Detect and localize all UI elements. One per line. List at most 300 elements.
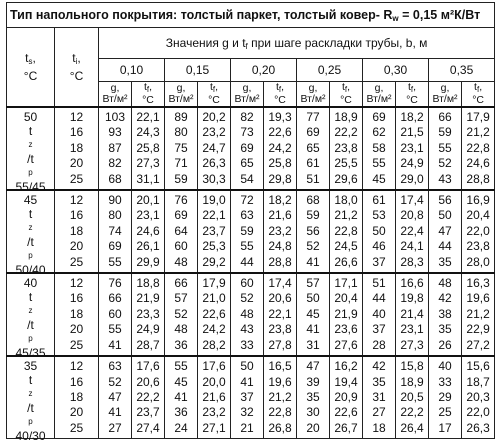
group-row	[7, 356, 495, 439]
ti-value: 16	[69, 291, 84, 306]
tf-value: 22,8	[466, 140, 490, 155]
tf-value: 23,3	[136, 306, 160, 321]
tf-value: 27,3	[400, 337, 424, 352]
unit-t-comma: ,	[281, 81, 285, 93]
g-value: 42	[372, 359, 386, 374]
g-value: 40	[372, 306, 386, 321]
tf-column	[462, 273, 495, 356]
g-value: 50	[438, 208, 452, 223]
g-value: 20	[306, 420, 320, 435]
document	[6, 2, 494, 444]
ts-value: 45	[23, 193, 38, 208]
unit-t-sub: f	[278, 85, 282, 94]
g-value: 66	[108, 291, 122, 306]
g-value: 77	[306, 110, 320, 124]
ti-value: 12	[69, 193, 84, 208]
g-value: 55	[108, 322, 122, 337]
g-value: 50	[306, 291, 320, 306]
tf-value: 28,2	[202, 337, 226, 352]
group-supply-temp	[7, 107, 55, 194]
tf-value: 22,2	[334, 125, 358, 140]
g-value: 27	[372, 405, 386, 420]
pitch-header: 0,15	[165, 59, 231, 82]
g-value: 48	[174, 254, 188, 269]
g-column	[363, 190, 396, 273]
g-column	[297, 273, 330, 356]
tf-value: 24,9	[136, 322, 160, 337]
g-value: 35	[438, 254, 452, 269]
tf-value: 22,1	[202, 208, 226, 223]
g-value: 65	[240, 156, 254, 171]
tf-value: 23,1	[400, 322, 424, 337]
g-value: 55	[438, 140, 452, 155]
g-column	[165, 107, 198, 190]
g-value: 61	[306, 156, 320, 171]
unit-t-sub: f	[344, 85, 348, 94]
tf-value: 29,0	[400, 171, 424, 186]
g-value: 41	[306, 322, 320, 337]
unit-t-sub: f	[146, 85, 150, 94]
tf-value: 19,6	[466, 291, 490, 306]
g-value: 43	[240, 322, 254, 337]
g-value: 59	[306, 208, 320, 223]
g-value: 24	[174, 420, 188, 435]
g-value: 48	[174, 322, 188, 337]
tf-value: 23,8	[268, 322, 292, 337]
g-column	[231, 273, 264, 356]
group-row	[7, 190, 495, 273]
pitch-header: 0,10	[99, 59, 165, 82]
ti-value: 18	[69, 140, 84, 155]
table-title: Тип напольного покрытия: толстый паркет, толстый ковер- $R_w = 0,15$ м²К/Вт	[7, 3, 495, 28]
tf-value: 18,2	[268, 193, 292, 208]
g-value: 71	[174, 156, 188, 171]
g-column	[429, 107, 462, 190]
ti-value: 20	[69, 322, 84, 337]
g-value: 50	[240, 359, 254, 374]
g-value: 45	[372, 171, 386, 186]
unit-t-header	[462, 82, 495, 108]
tf-value: 18,0	[334, 193, 358, 208]
g-value: 65	[306, 140, 320, 155]
tf-value: 26,1	[136, 239, 160, 254]
g-value: 42	[438, 291, 452, 306]
ti-value: 12	[69, 276, 84, 291]
ti-column	[55, 107, 99, 190]
g-value: 74	[108, 223, 122, 238]
unit-t-sub: f	[410, 85, 414, 94]
unit-t-header	[132, 82, 165, 108]
group-row	[7, 273, 495, 356]
g-column	[231, 356, 264, 439]
tf-value: 26,4	[400, 420, 424, 435]
tf-value: 25,8	[268, 156, 292, 171]
tf-value: 30,3	[202, 171, 226, 186]
tf-column	[264, 190, 297, 273]
g-value: 66	[438, 110, 452, 124]
tf-value: 22,6	[202, 306, 226, 321]
unit-g-bottom: Вт/м²	[366, 93, 392, 105]
ti-value: 16	[69, 374, 84, 389]
group-supply-temp	[7, 273, 55, 361]
tf-value: 24,2	[202, 322, 226, 337]
group-supply-temp	[7, 190, 55, 278]
unit-g-header	[429, 82, 462, 108]
tf-value: 25,5	[334, 156, 358, 171]
g-value: 45	[174, 374, 188, 389]
unit-g-top: g,	[440, 82, 450, 94]
tf-value: 22,8	[268, 405, 292, 420]
tf-value: 17,4	[268, 276, 292, 291]
tf-value: 29,9	[136, 254, 160, 269]
tf-value: 16,5	[268, 359, 292, 374]
ts-value: 35	[23, 359, 38, 374]
tf-column	[198, 356, 231, 439]
ti-value: 16	[69, 208, 84, 223]
g-value: 56	[438, 193, 452, 208]
g-value: 33	[438, 374, 452, 389]
tf-column	[330, 356, 363, 439]
tf-column	[264, 273, 297, 356]
tf-value: 28,8	[268, 254, 292, 269]
unit-g-header	[363, 82, 396, 108]
tf-value: 23,1	[136, 208, 160, 223]
tf-column	[198, 273, 231, 356]
tf-value: 20,9	[334, 389, 358, 404]
g-value: 41	[306, 254, 320, 269]
group-row	[7, 107, 495, 190]
g-value: 69	[174, 208, 188, 223]
tf-value: 21,4	[400, 306, 424, 321]
tf-value: 22,8	[334, 223, 358, 238]
g-value: 57	[306, 276, 320, 291]
g-value: 44	[240, 254, 254, 269]
tf-column	[132, 356, 165, 439]
tf-value: 31,1	[136, 171, 160, 186]
unit-t-top: t	[209, 81, 213, 93]
tf-value: 23,7	[202, 223, 226, 238]
g-value: 29	[438, 389, 452, 404]
g-value: 35	[372, 374, 386, 389]
tf-value: 24,1	[400, 239, 424, 254]
tf-column	[462, 107, 495, 190]
g-value: 48	[438, 276, 452, 291]
tf-value: 29,6	[334, 171, 358, 186]
g-value: 41	[174, 389, 188, 404]
group-supply-temp	[7, 356, 55, 444]
g-value: 46	[372, 239, 386, 254]
g-value: 68	[306, 193, 320, 208]
g-value: 33	[240, 337, 254, 352]
g-value: 93	[108, 125, 122, 140]
g-value: 18	[372, 420, 386, 435]
table-body	[7, 107, 495, 444]
g-value: 27	[108, 420, 122, 435]
tf-value: 23,2	[202, 405, 226, 420]
g-value: 52	[438, 156, 452, 171]
g-value: 69	[108, 239, 122, 254]
tf-value: 17,4	[400, 193, 424, 208]
header-ts: $t_s$, °C	[7, 28, 55, 108]
tf-value: 18,9	[334, 110, 358, 124]
tf-value: 21,5	[400, 125, 424, 140]
g-value: 17	[438, 420, 452, 435]
unit-g-top: g,	[308, 82, 318, 94]
tf-value: 22,9	[466, 322, 490, 337]
tz-tp-label: t z /t p	[27, 124, 34, 177]
g-value: 28	[372, 337, 386, 352]
tf-value: 25,8	[136, 140, 160, 155]
g-value: 55	[174, 359, 188, 374]
tf-value: 21,2	[466, 125, 490, 140]
tf-value: 18,2	[400, 110, 424, 124]
g-value: 55	[372, 156, 386, 171]
g-value: 66	[174, 276, 188, 291]
g-value: 54	[240, 171, 254, 186]
g-value: 44	[372, 291, 386, 306]
g-value: 56	[306, 223, 320, 238]
g-column	[99, 190, 132, 273]
tf-value: 22,0	[466, 405, 490, 420]
tf-value: 23,6	[334, 322, 358, 337]
tf-value: 20,5	[400, 389, 424, 404]
g-value: 87	[108, 140, 122, 155]
unit-t-bottom: °C	[472, 94, 484, 106]
ti-column	[55, 356, 99, 439]
tf-value: 26,8	[268, 420, 292, 435]
unit-t-comma: ,	[413, 81, 417, 93]
unit-g-top: g,	[176, 82, 186, 94]
tf-value: 21,6	[202, 389, 226, 404]
tf-value: 20,4	[466, 208, 490, 223]
tf-value: 19,6	[268, 374, 292, 389]
tf-value: 27,8	[268, 337, 292, 352]
g-value: 32	[240, 405, 254, 420]
tf-column	[132, 190, 165, 273]
ti-value: 25	[69, 171, 84, 186]
tf-column	[396, 356, 429, 439]
tf-value: 27,3	[136, 156, 160, 171]
g-value: 50	[372, 223, 386, 238]
tf-value: 16,6	[400, 276, 424, 291]
g-value: 51	[372, 276, 386, 291]
unit-g-header	[231, 82, 264, 108]
pitch-header: 0,20	[231, 59, 297, 82]
heating-table	[6, 2, 495, 444]
g-value: 31	[372, 389, 386, 404]
tf-value: 25,3	[202, 239, 226, 254]
tf-value: 28,3	[400, 254, 424, 269]
g-value: 47	[438, 223, 452, 238]
ratio-value: 45/35	[15, 346, 46, 361]
g-value: 38	[438, 306, 452, 321]
g-value: 41	[108, 337, 122, 352]
tf-value: 16,3	[466, 276, 490, 291]
tf-value: 29,8	[268, 171, 292, 186]
tf-column	[132, 273, 165, 356]
g-value: 21	[240, 420, 254, 435]
tf-value: 24,6	[136, 223, 160, 238]
tf-value: 28,8	[466, 171, 490, 186]
tf-value: 22,2	[400, 405, 424, 420]
unit-g-top: g,	[242, 82, 252, 94]
g-value: 61	[372, 193, 386, 208]
tf-value: 24,9	[400, 156, 424, 171]
g-value: 52	[174, 306, 188, 321]
tf-column	[330, 190, 363, 273]
g-value: 47	[108, 389, 122, 404]
g-value: 103	[104, 110, 126, 124]
ti-value: 12	[69, 110, 84, 124]
unit-g-bottom: Вт/м²	[168, 93, 194, 105]
g-value: 52	[306, 239, 320, 254]
tf-value: 23,8	[334, 140, 358, 155]
ratio-value: 50/40	[15, 263, 46, 278]
unit-g-top: g,	[374, 82, 384, 94]
g-value: 68	[108, 171, 122, 186]
g-value: 26	[438, 337, 452, 352]
g-value: 51	[306, 171, 320, 186]
tf-column	[462, 356, 495, 439]
ti-value: 25	[69, 337, 84, 352]
tf-value: 22,6	[334, 405, 358, 420]
pitch-header: 0,30	[363, 59, 429, 82]
pitch-header: 0,35	[429, 59, 495, 82]
g-value: 37	[372, 254, 386, 269]
g-column	[165, 273, 198, 356]
g-value: 43	[438, 171, 452, 186]
tf-value: 29,2	[202, 254, 226, 269]
tf-value: 16,2	[334, 359, 358, 374]
header-ti: $t_i$, °C	[55, 28, 99, 108]
unit-g-bottom: Вт/м²	[234, 93, 260, 105]
tf-value: 24,5	[334, 239, 358, 254]
tz-tp-label: t z /t p	[27, 207, 34, 261]
g-value: 35	[438, 322, 452, 337]
ratio-value: 55/45	[15, 180, 46, 194]
tf-value: 24,7	[202, 140, 226, 155]
unit-t-top: t	[474, 81, 477, 93]
unit-t-comma: ,	[347, 81, 351, 93]
g-value: 44	[438, 239, 452, 254]
ti-value: 12	[69, 359, 84, 374]
tf-value: 20,4	[334, 291, 358, 306]
tf-column	[264, 107, 297, 190]
g-value: 59	[438, 125, 452, 140]
g-value: 60	[240, 276, 254, 291]
g-value: 60	[174, 239, 188, 254]
tf-value: 21,6	[268, 208, 292, 223]
ts-value: 40	[23, 276, 38, 291]
tf-value: 26,3	[202, 156, 226, 171]
g-column	[297, 356, 330, 439]
tf-value: 22,1	[268, 306, 292, 321]
ti-value: 20	[69, 405, 84, 420]
g-value: 89	[174, 110, 188, 124]
tf-value: 23,8	[466, 239, 490, 254]
tf-value: 24,2	[268, 140, 292, 155]
g-column	[363, 356, 396, 439]
ti-value: 18	[69, 223, 84, 238]
tf-column	[330, 273, 363, 356]
g-column	[165, 356, 198, 439]
pitch-header: 0,25	[297, 59, 363, 82]
tf-column	[198, 190, 231, 273]
unit-t-comma: ,	[149, 81, 153, 93]
g-column	[231, 190, 264, 273]
tf-value: 20,6	[136, 374, 160, 389]
tf-value: 20,6	[268, 291, 292, 306]
tf-column	[396, 273, 429, 356]
g-column	[297, 190, 330, 273]
tf-value: 20,3	[466, 389, 490, 404]
ti-value: 18	[69, 389, 84, 404]
tf-value: 21,2	[268, 389, 292, 404]
tf-value: 17,6	[202, 359, 226, 374]
unit-t-top: t	[341, 81, 345, 93]
header-values-label: Значения g и $t_f$ при шаге раскладки трубы, b, м	[99, 28, 495, 59]
unit-g-bottom: Вт/м²	[432, 93, 458, 105]
tf-value: 17,6	[136, 359, 160, 374]
unit-g-top: g,	[110, 82, 120, 94]
tf-value: 26,3	[466, 420, 490, 435]
tf-value: 18,9	[400, 374, 424, 389]
ti-column	[55, 190, 99, 273]
g-column	[363, 107, 396, 190]
tf-value: 22,1	[136, 110, 160, 124]
tf-value: 21,2	[466, 306, 490, 321]
tf-value: 20,8	[400, 208, 424, 223]
g-column	[165, 190, 198, 273]
tf-column	[396, 107, 429, 190]
g-value: 90	[108, 193, 122, 208]
tf-value: 19,0	[202, 193, 226, 208]
tf-column	[132, 107, 165, 190]
g-value: 25	[438, 405, 452, 420]
g-value: 59	[174, 171, 188, 186]
tf-value: 24,3	[136, 125, 160, 140]
tf-column	[198, 107, 231, 190]
unit-t-bottom: °C	[274, 94, 286, 106]
unit-t-top: t	[143, 81, 147, 93]
g-value: 45	[306, 306, 320, 321]
tf-value: 19,8	[400, 291, 424, 306]
unit-t-bottom: °C	[406, 94, 418, 106]
tf-value: 23,7	[136, 405, 160, 420]
unit-t-top: t	[275, 81, 279, 93]
tf-value: 23,1	[400, 140, 424, 155]
ti-value: 20	[69, 156, 84, 171]
g-value: 75	[174, 140, 188, 155]
tf-value: 28,0	[466, 254, 490, 269]
tf-column	[264, 356, 297, 439]
tf-value: 16,9	[466, 193, 490, 208]
tf-value: 22,4	[400, 223, 424, 238]
g-value: 63	[240, 208, 254, 223]
g-value: 35	[306, 389, 320, 404]
unit-g-bottom: Вт/м²	[300, 93, 326, 105]
unit-t-sub: f	[476, 85, 480, 94]
unit-t-comma: ,	[479, 81, 483, 93]
g-value: 76	[174, 193, 188, 208]
tz-tp-label: t z /t p	[27, 290, 34, 344]
ti-value: 20	[69, 239, 84, 254]
tf-value: 21,9	[334, 306, 358, 321]
tf-value: 23,2	[268, 223, 292, 238]
g-value: 53	[372, 208, 386, 223]
tf-value: 22,2	[136, 389, 160, 404]
tf-value: 27,4	[136, 420, 160, 435]
